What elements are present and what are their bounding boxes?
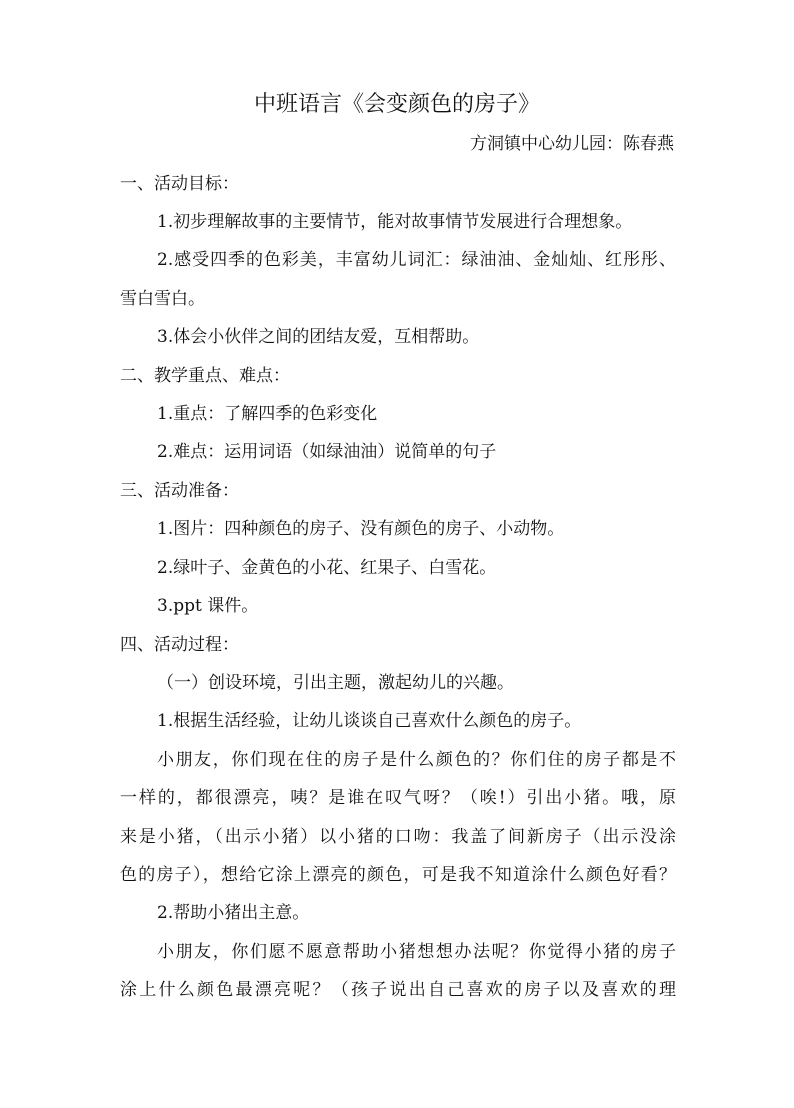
paragraph-line: 雪白雪白。 [120,289,205,309]
paragraph-line: 1.初步理解故事的主要情节，能对故事情节发展进行合理想象。 [157,212,633,232]
paragraph-line: 2.感受四季的色彩美，丰富幼儿词汇：绿油油、金灿灿、红彤彤、 [157,250,676,270]
paragraph-line: 一样的，都很漂亮，咦？是谁在叹气呀？（唉!）引出小猪。哦，原 [120,788,676,808]
paragraph-line: 2.帮助小猪出主意。 [157,903,310,923]
section-heading: 一、活动目标： [120,174,239,194]
paragraph-line: 1.重点：了解四季的色彩变化 [157,404,378,424]
paragraph-line: 来是小猪，（出示小猪）以小猪的口吻：我盖了间新房子（出示没涂 [120,827,676,847]
paragraph-line: 2.难点：运用词语（如绿油油）说简单的句子 [157,442,497,462]
section-heading: 二、教学重点、难点： [120,366,290,386]
paragraph-line: 2.绿叶子、金黄色的小花、红果子、白雪花。 [157,558,497,578]
section-heading: 三、活动准备： [120,481,239,501]
author-line: 方洞镇中心幼儿园：陈春燕 [470,134,674,154]
paragraph-line: 3.ppt 课件。 [157,596,259,616]
paragraph-line: 1.根据生活经验，让幼儿谈谈自己喜欢什么颜色的房子。 [157,711,582,731]
document-title: 中班语言《会变颜色的房子》 [253,92,540,117]
paragraph-line: 涂上什么颜色最漂亮呢？（孩子说出自己喜欢的房子以及喜欢的理 [120,980,676,1000]
paragraph-line: 小朋友，你们愿不愿意帮助小猪想想办法呢？你觉得小猪的房子 [157,942,676,962]
paragraph-line: 小朋友，你们现在住的房子是什么颜色的？你们住的房子都是不 [157,750,676,770]
paragraph-line: 1.图片：四种颜色的房子、没有颜色的房子、小动物。 [157,519,565,539]
paragraph-line: 色的房子），想给它涂上漂亮的颜色，可是我不知道涂什么颜色好看？ [120,865,676,885]
subsection-heading: （一）创设环境，引出主题，激起幼儿的兴趣。 [157,673,514,693]
section-heading: 四、活动过程： [120,635,239,655]
paragraph-line: 3.体会小伙伴之间的团结友爱，互相帮助。 [157,327,480,347]
